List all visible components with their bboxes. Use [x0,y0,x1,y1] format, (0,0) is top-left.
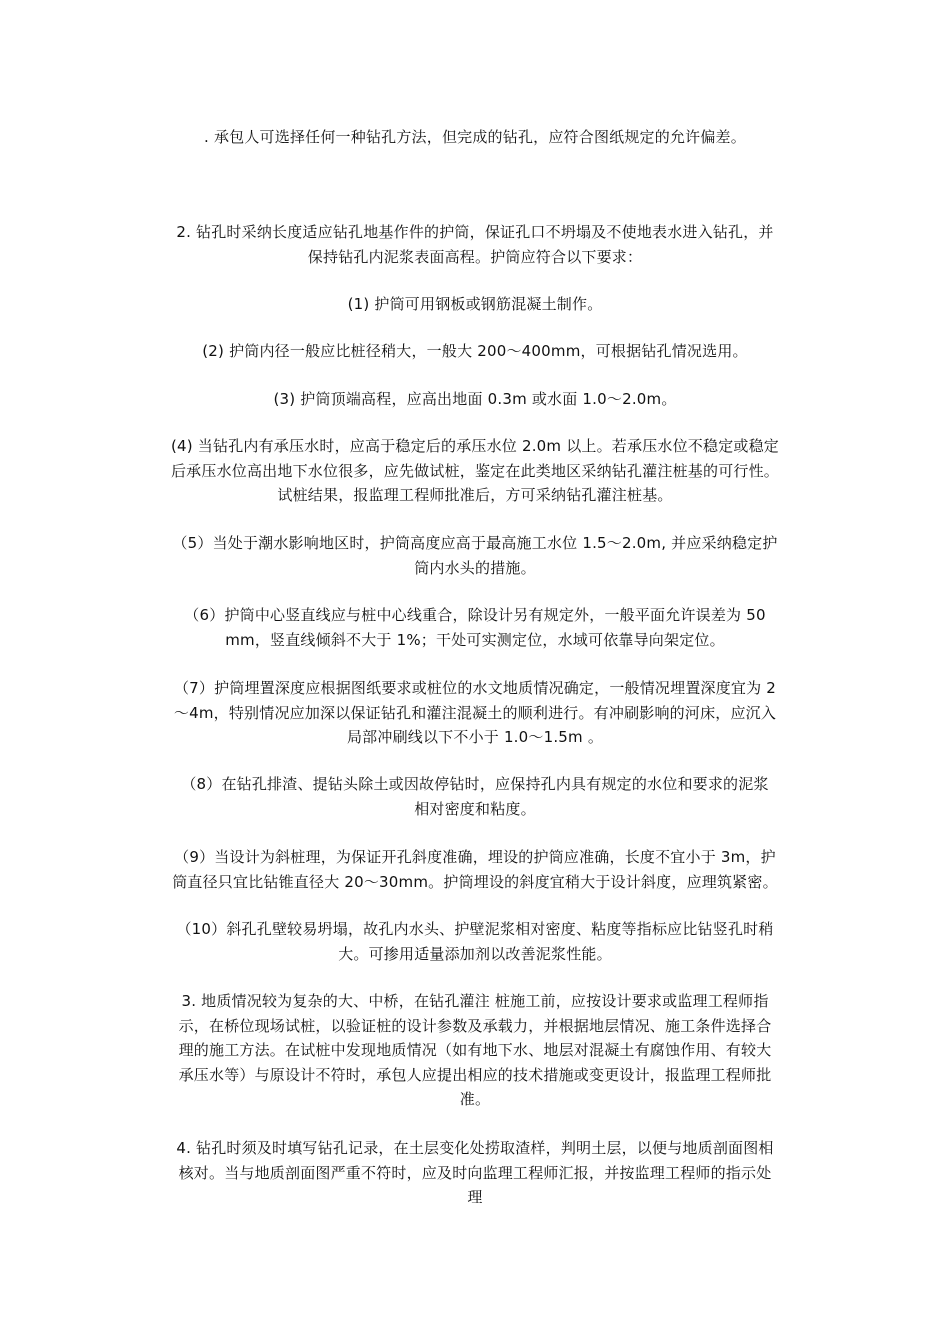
paragraph-item-10: （10）斜孔孔壁较易坍塌，故孔内水头、护壁泥浆相对密度、粘度等指标应比钻竖孔时稍 大。可掺用适量添加剂以改善泥浆性能。 [176,920,774,963]
paragraph-item-7: （7）护筒埋置深度应根据图纸要求或桩位的水文地质情况确定，一般情况埋置深度宜为 2 ～4m，特别情况应加深以保证钻孔和灌注混凝土的顺利进行。有冲刷影响的河床，应沉入 局部冲刷线以下不小于 1.0～1.5m 。 [173,679,777,746]
paragraph-item-6: （6）护筒中心竖直线应与桩中心线重合，除设计另有规定外，一般平面允许误差为 50 mm，竖直线倾斜不大于 1%；干处可实测定位，水域可依靠导向架定位。 [184,606,766,649]
paragraph-item-3: (3) 护筒顶端高程，应高出地面 0.3m 或水面 1.0～2.0m。 [273,390,677,408]
paragraph-drilling-method: . 承包人可选择任何一种钻孔方法，但完成的钻孔，应符合图纸规定的允许偏差。 [204,128,746,146]
paragraph-item-5: （5）当处于潮水影响地区时，护筒高度应高于最高施工水位 1.5～2.0m, 并应采纳稳定护 筒内水头的措施。 [172,534,778,577]
paragraph-item-9: （9）当设计为斜桩理，为保证开孔斜度准确，埋设的护筒应准确，长度不宜小于 3m，护 筒直径只宜比钻锥直径大 20～30mm。护筒埋设的斜度宜稍大于设计斜度，应理筑紧密。 [172,848,778,891]
paragraph-drilling-record: 4. 钻孔时须及时填写钻孔记录，在土层变化处捞取渣样，判明土层，以便与地质剖面图相 核对。当与地质剖面图严重不符时，应及时向监理工程师汇报，并按监理工程师的指示处 理 [176,1139,774,1206]
paragraph-item-4: (4) 当钻孔内有承压水时，应高于稳定后的承压水位 2.0m 以上。若承压水位不稳定或稳定 后承压水位高出地下水位很多，应先做试桩，鉴定在此类地区采纳钻孔灌注桩基的可行性。 试桩结果，报监理工程师批准后，方可采纳钻孔灌注桩基。 [170,437,780,504]
paragraph-item-2: (2) 护筒内径一般应比桩径稍大，一般大 200～400mm，可根据钻孔情况选用。 [202,342,748,360]
paragraph-geology-trial-pile: 3. 地质情况较为复杂的大、中桥，在钻孔灌注 桩施工前，应按设计要求或监理工程师指 示，在桥位现场试桩，以验证桩的设计参数及承载力，并根据地层情况、施工条件选择合 理的施工方法。在试桩中发现地质情况（如有地下水、地层对混凝土有腐蚀作用、有较大 承压水等）与原设计不符时，承包人应提出相应的技术措施或变更设计，报监理工程师批 准。 [178,992,772,1108]
paragraph-casing-requirements: 2. 钻孔时采纳长度适应钻孔地基作件的护筒，保证孔口不坍塌及不使地表水进入钻孔，并 保持钻孔内泥浆表面高程。护筒应符合以下要求： [176,223,774,266]
paragraph-item-8: （8）在钻孔排渣、提钻头除土或因故停钻时，应保持孔内具有规定的水位和要求的泥浆 相对密度和粘度。 [181,775,769,818]
paragraph-item-1: (1) 护筒可用钢板或钢筋混凝土制作。 [347,295,603,313]
